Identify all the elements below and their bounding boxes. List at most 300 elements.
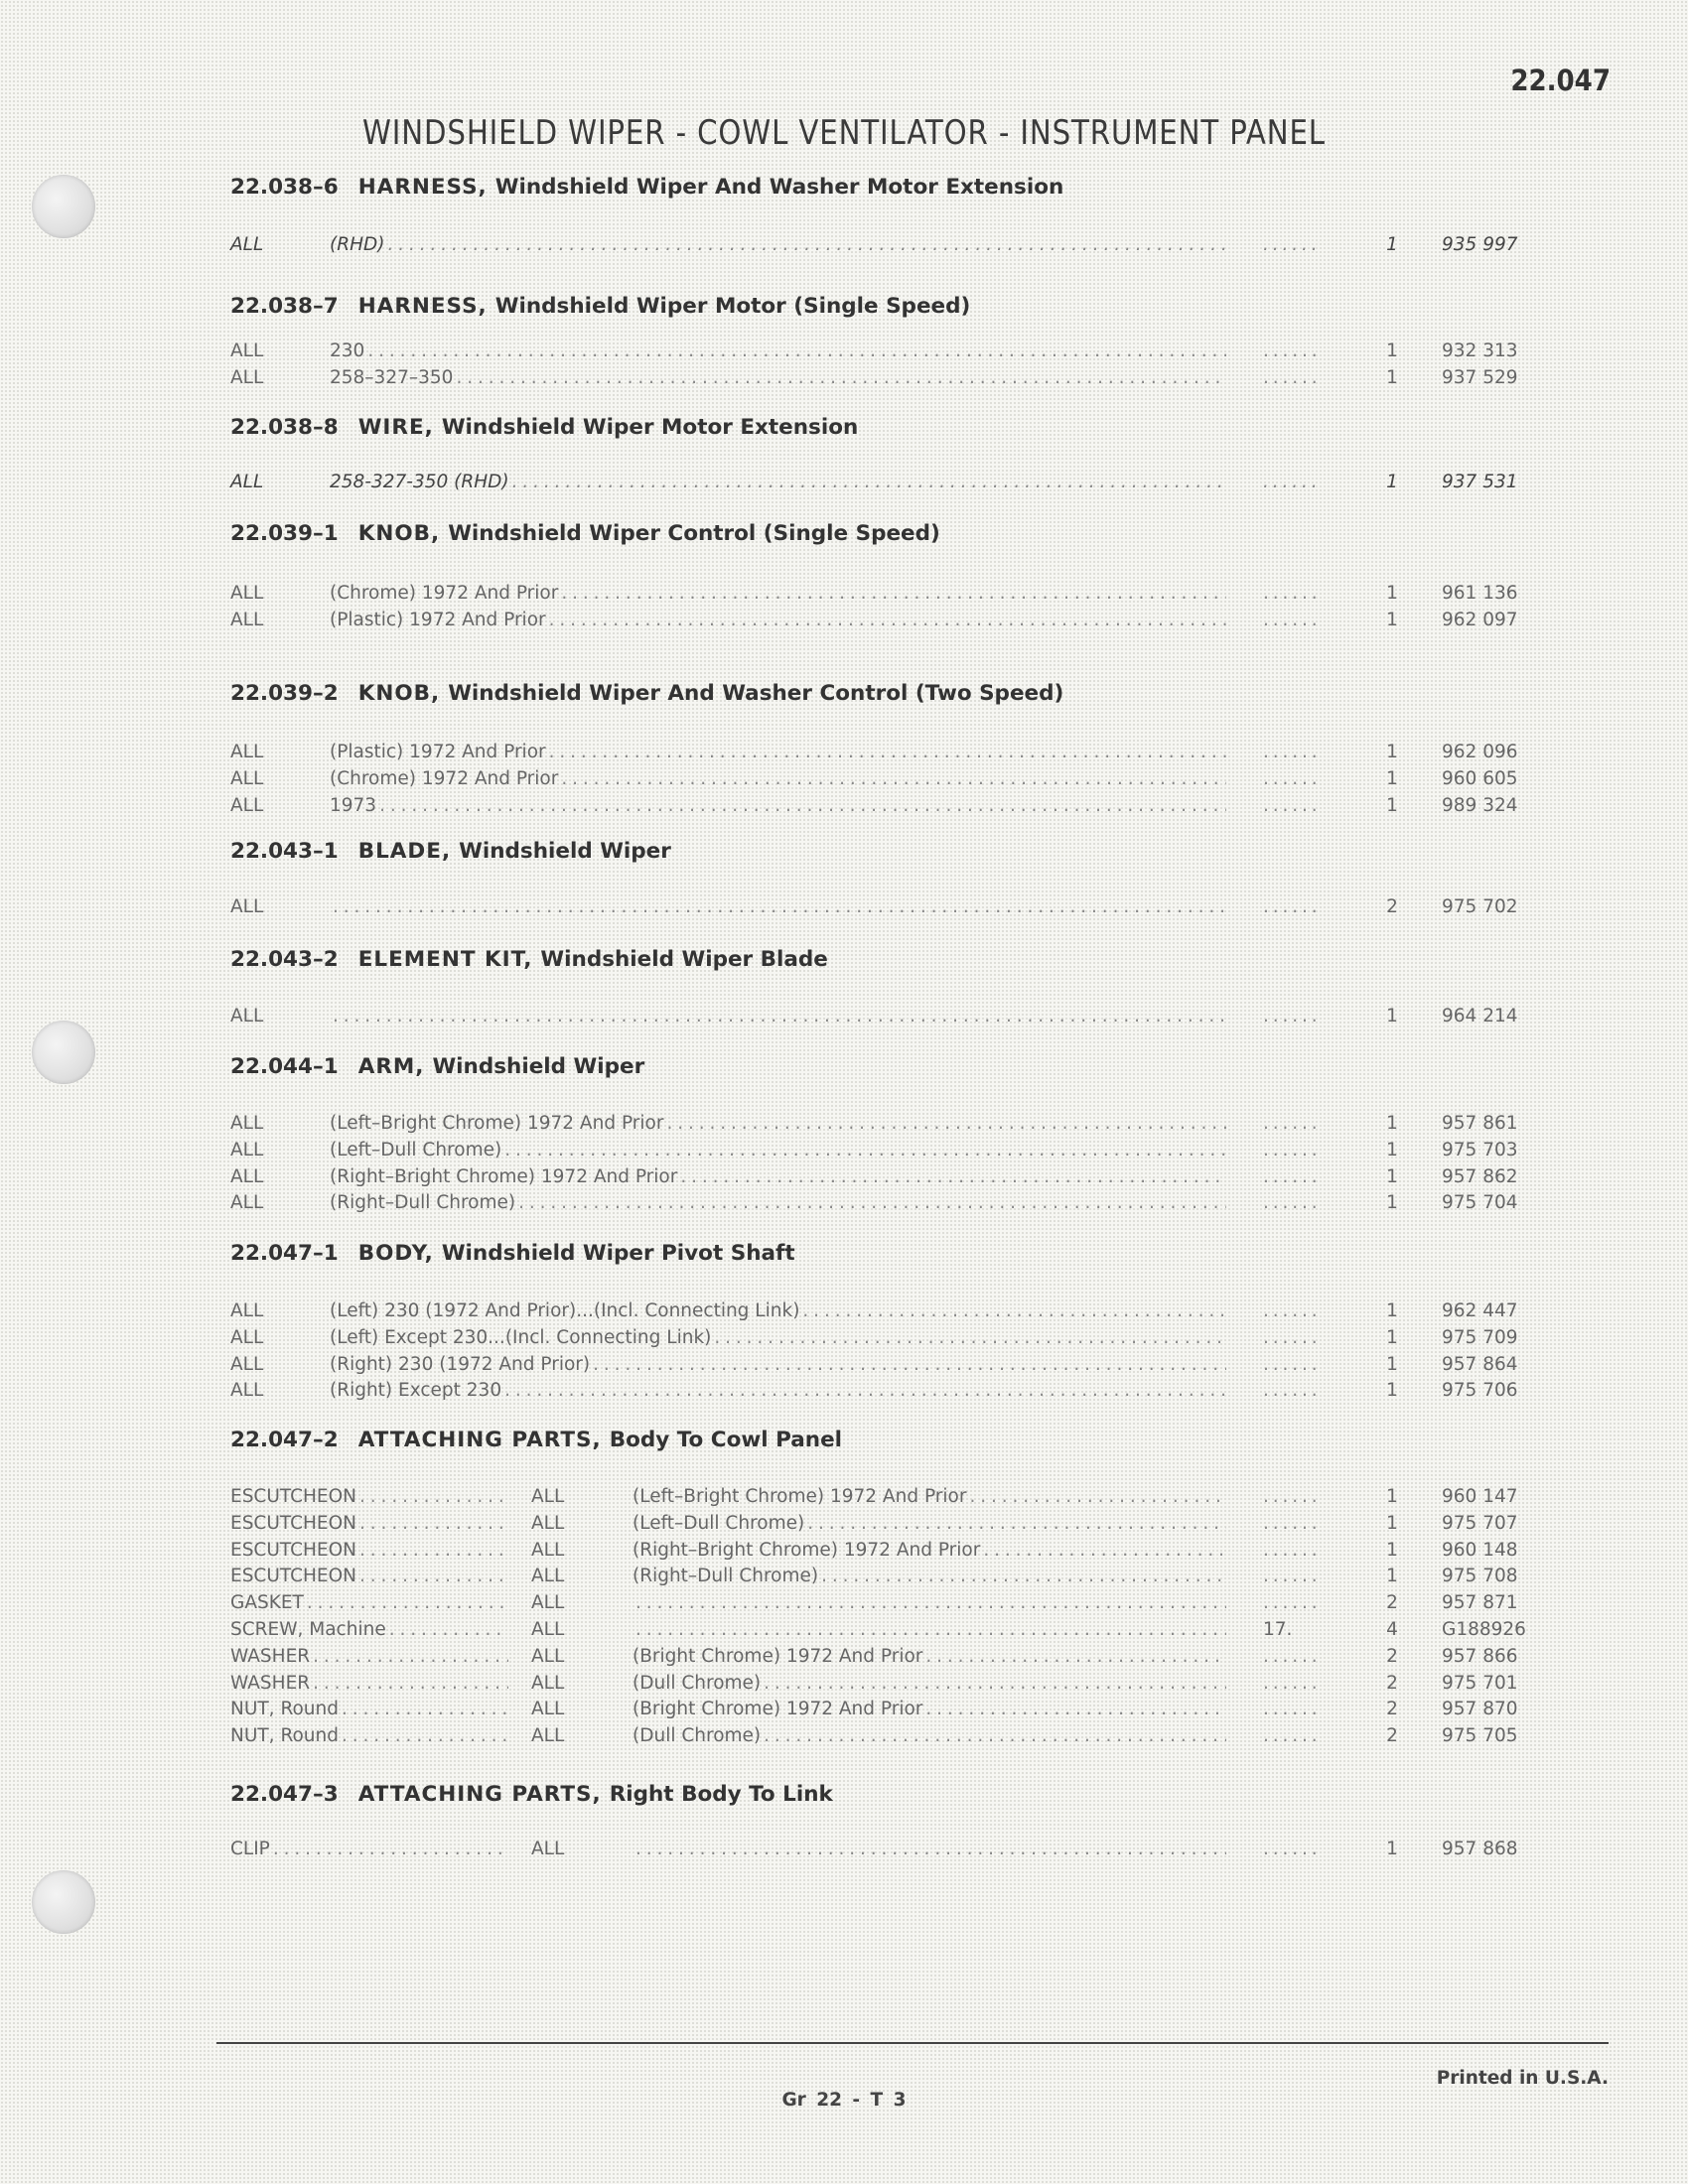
item-column xyxy=(230,1619,508,1640)
part-number: 935 997 xyxy=(1442,234,1518,255)
leader-dots xyxy=(549,742,1226,762)
reference-column: . . . . . . xyxy=(1263,1592,1317,1614)
description: (Bright Chrome) 1972 And Prior xyxy=(633,1699,923,1720)
part-row xyxy=(230,896,1541,922)
page-number: 22.047 xyxy=(1510,64,1611,97)
leader-dots xyxy=(925,1699,1226,1719)
section-number: 22.044–1 xyxy=(230,1054,339,1079)
reference-column: . . . . . . xyxy=(1263,1725,1317,1747)
section-name: Windshield Wiper And Washer Control (Two Speed) xyxy=(448,681,1064,706)
application: ALL xyxy=(230,794,264,816)
reference-column: . . . . . . xyxy=(1263,1165,1317,1187)
part-number: 964 214 xyxy=(1442,1006,1518,1026)
application: ALL xyxy=(230,366,264,388)
description-column xyxy=(330,896,1226,917)
part-number: 975 703 xyxy=(1442,1139,1518,1160)
section-number: 22.047–3 xyxy=(230,1782,339,1807)
reference-column: . . . . . . xyxy=(1263,472,1317,492)
description: 230 xyxy=(330,341,365,361)
reference-column: . . . . . . xyxy=(1263,1839,1317,1859)
part-number: 937 531 xyxy=(1442,472,1518,492)
description: (Right–Dull Chrome) xyxy=(633,1566,819,1587)
part-number: 960 147 xyxy=(1442,1486,1518,1507)
item-name: CLIP xyxy=(230,1839,270,1859)
binder-hole-bottom xyxy=(32,1870,95,1934)
leader-dots xyxy=(925,1646,1226,1667)
leader-dots xyxy=(593,1354,1226,1375)
leader-dots xyxy=(518,1192,1226,1213)
quantity: 2 xyxy=(1386,1592,1398,1614)
application: ALL xyxy=(230,1139,264,1160)
reference-column: . . . . . . xyxy=(1263,366,1317,388)
quantity: 2 xyxy=(1386,1672,1398,1694)
quantity: 1 xyxy=(1386,1486,1398,1507)
part-number: 957 866 xyxy=(1442,1645,1518,1667)
quantity: 4 xyxy=(1386,1619,1398,1640)
footer-divider xyxy=(216,2042,1609,2044)
item-column xyxy=(230,1540,508,1561)
section-heading xyxy=(230,1428,842,1452)
section-number: 22.043–2 xyxy=(230,947,339,972)
part-row xyxy=(230,1113,1541,1139)
description-column xyxy=(633,1540,1226,1561)
part-number: 962 096 xyxy=(1442,742,1518,762)
description: 258–327–350 xyxy=(330,366,454,388)
section-keyword: ARM, xyxy=(357,1054,425,1079)
section-name: Windshield Wiper And Washer Motor Extension xyxy=(494,175,1064,200)
leader-dots xyxy=(359,1486,508,1507)
binder-hole-top xyxy=(32,175,95,238)
part-row xyxy=(230,1006,1541,1031)
leader-dots xyxy=(504,1380,1226,1401)
item-column xyxy=(230,1513,508,1534)
quantity: 2 xyxy=(1386,1645,1398,1667)
part-row xyxy=(230,768,1541,794)
part-row xyxy=(230,610,1541,635)
quantity: 2 xyxy=(1386,1699,1398,1720)
description: 1973 xyxy=(330,794,377,816)
description: (Plastic) 1972 And Prior xyxy=(330,609,546,630)
item-column xyxy=(230,1646,508,1667)
quantity: 1 xyxy=(1386,1300,1398,1321)
description-column xyxy=(330,1006,1226,1026)
leader-dots xyxy=(342,1699,508,1719)
description: (Left–Bright Chrome) 1972 And Prior xyxy=(633,1486,967,1507)
item-name: WASHER xyxy=(230,1672,311,1694)
description: (Left) 230 (1972 And Prior)...(Incl. Connecting Link) xyxy=(330,1300,800,1321)
leader-dots xyxy=(764,1725,1226,1746)
application: ALL xyxy=(230,472,264,492)
section-heading xyxy=(230,681,1063,706)
section-keyword: HARNESS, xyxy=(357,175,488,200)
leader-dots xyxy=(714,1327,1226,1348)
section-number: 22.039–1 xyxy=(230,521,339,546)
reference-column: . . . . . . xyxy=(1263,1512,1317,1534)
item-column xyxy=(230,1486,508,1507)
application: ALL xyxy=(230,1113,264,1134)
leader-dots xyxy=(969,1486,1226,1507)
reference-column: . . . . . . xyxy=(1263,1006,1317,1026)
part-number: 961 136 xyxy=(1442,583,1518,604)
description-column xyxy=(330,768,1226,789)
leader-dots xyxy=(359,1540,508,1561)
application: ALL xyxy=(230,1192,264,1214)
part-row xyxy=(230,795,1541,821)
quantity: 1 xyxy=(1386,1512,1398,1534)
part-number: 962 447 xyxy=(1442,1300,1518,1321)
item-column xyxy=(230,1839,508,1859)
application: ALL xyxy=(230,767,264,789)
quantity: 2 xyxy=(1386,1725,1398,1747)
leader-dots xyxy=(333,896,1226,917)
description-column xyxy=(330,1192,1226,1213)
section-heading xyxy=(230,1782,833,1807)
section-keyword: BLADE, xyxy=(357,839,452,864)
leader-dots xyxy=(821,1566,1226,1586)
part-number: 957 871 xyxy=(1442,1592,1518,1614)
leader-dots xyxy=(313,1646,508,1667)
reference-column: . . . . . . xyxy=(1263,1672,1317,1694)
quantity: 1 xyxy=(1386,767,1398,789)
quantity: 1 xyxy=(1386,1839,1398,1859)
description-column xyxy=(633,1592,1226,1613)
description: (Right–Bright Chrome) 1972 And Prior xyxy=(633,1539,981,1561)
part-row xyxy=(230,1140,1541,1165)
section-keyword: ELEMENT KIT, xyxy=(357,947,533,972)
quantity: 1 xyxy=(1386,794,1398,816)
reference-column: . . . . . . xyxy=(1263,1192,1317,1214)
description-column xyxy=(330,610,1226,630)
section-heading xyxy=(230,839,671,864)
quantity: 1 xyxy=(1386,609,1398,630)
description: (Chrome) 1972 And Prior xyxy=(330,767,559,789)
leader-dots xyxy=(359,1513,508,1534)
part-row xyxy=(230,742,1541,767)
part-row xyxy=(230,472,1541,497)
description-column xyxy=(633,1725,1226,1746)
application: ALL xyxy=(230,742,264,762)
quantity: 1 xyxy=(1386,1326,1398,1348)
page-reference: Gr 22 - T 3 xyxy=(781,2090,907,2111)
section-heading xyxy=(230,294,970,319)
part-row xyxy=(230,367,1541,393)
reference-column: . . . . . . xyxy=(1263,1113,1317,1134)
item-column xyxy=(230,1699,508,1719)
description-column xyxy=(330,1380,1226,1401)
section-number: 22.043–1 xyxy=(230,839,339,864)
part-row xyxy=(230,341,1541,366)
part-number: 957 864 xyxy=(1442,1353,1518,1375)
item-column xyxy=(230,1725,508,1746)
description-column xyxy=(330,1327,1226,1348)
section-name: Windshield Wiper Pivot Shaft xyxy=(441,1241,795,1266)
description: (Left–Dull Chrome) xyxy=(633,1512,805,1534)
quantity: 1 xyxy=(1386,1006,1398,1026)
reference-column: . . . . . . xyxy=(1263,1353,1317,1375)
application: ALL xyxy=(531,1645,565,1667)
leader-dots xyxy=(359,1566,508,1586)
application: ALL xyxy=(531,1486,565,1507)
leader-dots xyxy=(666,1113,1226,1134)
description-column xyxy=(330,795,1226,816)
printed-in-note: Printed in U.S.A. xyxy=(1436,2068,1609,2089)
item-column xyxy=(230,1566,508,1586)
leader-dots xyxy=(802,1300,1226,1321)
description: (Right) Except 230 xyxy=(330,1380,502,1402)
part-row xyxy=(230,1166,1541,1192)
part-row xyxy=(230,1327,1541,1353)
application: ALL xyxy=(531,1699,565,1720)
application: ALL xyxy=(531,1566,565,1587)
quantity: 1 xyxy=(1386,1139,1398,1160)
application: ALL xyxy=(531,1725,565,1747)
part-row xyxy=(230,1566,1541,1591)
description: (Right–Bright Chrome) 1972 And Prior xyxy=(330,1165,678,1187)
quantity: 1 xyxy=(1386,1113,1398,1134)
part-row xyxy=(230,1300,1541,1326)
description-column xyxy=(330,1166,1226,1187)
application: ALL xyxy=(230,1006,264,1026)
quantity: 1 xyxy=(1386,583,1398,604)
section-heading xyxy=(230,175,1063,200)
reference-column: . . . . . . xyxy=(1263,609,1317,630)
section-keyword: KNOB, xyxy=(357,521,441,546)
description-column xyxy=(330,234,1226,255)
description-column xyxy=(330,1300,1226,1321)
leader-dots xyxy=(387,234,1226,255)
part-row xyxy=(230,1380,1541,1406)
application: ALL xyxy=(531,1512,565,1534)
application: ALL xyxy=(230,896,264,917)
leader-dots xyxy=(635,1592,1226,1613)
part-row xyxy=(230,1699,1541,1724)
section-number: 22.038–8 xyxy=(230,415,339,440)
item-name: ESCUTCHEON xyxy=(230,1486,357,1507)
quantity: 1 xyxy=(1386,366,1398,388)
description: (Right) 230 (1972 And Prior) xyxy=(330,1353,591,1375)
leader-dots xyxy=(379,795,1226,816)
section-heading xyxy=(230,415,858,440)
description-column xyxy=(633,1486,1226,1507)
quantity: 2 xyxy=(1386,896,1398,917)
item-name: GASKET xyxy=(230,1592,304,1614)
section-number: 22.038–6 xyxy=(230,175,339,200)
description-column xyxy=(633,1619,1226,1640)
part-number: 975 707 xyxy=(1442,1512,1518,1534)
leader-dots xyxy=(807,1513,1226,1534)
leader-dots xyxy=(561,583,1226,604)
description-column xyxy=(633,1566,1226,1586)
description: (Left–Dull Chrome) xyxy=(330,1139,502,1160)
section-name: Windshield Wiper Control (Single Speed) xyxy=(448,521,940,546)
description: (RHD) xyxy=(330,234,385,255)
section-number: 22.047–2 xyxy=(230,1428,339,1452)
description-column xyxy=(633,1839,1226,1859)
leader-dots xyxy=(313,1673,508,1694)
part-row xyxy=(230,1354,1541,1380)
part-number: 975 709 xyxy=(1442,1326,1518,1348)
section-name: Windshield Wiper Motor Extension xyxy=(441,415,859,440)
part-number: 975 705 xyxy=(1442,1725,1518,1747)
part-number: 975 704 xyxy=(1442,1192,1518,1214)
reference-column: . . . . . . xyxy=(1263,341,1317,361)
reference-column: . . . . . . xyxy=(1263,1300,1317,1321)
part-number: 989 324 xyxy=(1442,794,1518,816)
reference-column: . . . . . . xyxy=(1263,583,1317,604)
section-heading xyxy=(230,1241,795,1266)
description: (Bright Chrome) 1972 And Prior xyxy=(633,1645,923,1667)
item-name: NUT, Round xyxy=(230,1699,339,1720)
description: (Chrome) 1972 And Prior xyxy=(330,583,559,604)
part-row xyxy=(230,1725,1541,1751)
leader-dots xyxy=(983,1540,1226,1561)
description: 258-327-350 (RHD) xyxy=(330,472,509,492)
section-keyword: KNOB, xyxy=(357,681,441,706)
part-number: 960 148 xyxy=(1442,1539,1518,1561)
part-number: 975 702 xyxy=(1442,896,1518,917)
reference-column: . . . . . . xyxy=(1263,794,1317,816)
reference-column: . . . . . . xyxy=(1263,1139,1317,1160)
reference-column: 17. xyxy=(1263,1619,1293,1640)
leader-dots xyxy=(764,1673,1226,1694)
item-column xyxy=(230,1673,508,1694)
item-name: WASHER xyxy=(230,1645,311,1667)
application: ALL xyxy=(230,341,264,361)
description-column xyxy=(330,472,1226,492)
description-column xyxy=(330,583,1226,604)
part-number: 975 706 xyxy=(1442,1380,1518,1402)
description-column xyxy=(633,1646,1226,1667)
section-name: Windshield Wiper Blade xyxy=(540,947,828,972)
item-column xyxy=(230,1592,508,1613)
item-name: ESCUTCHEON xyxy=(230,1512,357,1534)
quantity: 1 xyxy=(1386,341,1398,361)
section-name: Right Body To Link xyxy=(609,1782,833,1807)
leader-dots xyxy=(333,1006,1226,1026)
leader-dots xyxy=(549,610,1226,630)
leader-dots xyxy=(456,367,1226,388)
leader-dots xyxy=(635,1839,1226,1859)
section-heading xyxy=(230,947,828,972)
item-name: ESCUTCHEON xyxy=(230,1566,357,1587)
reference-column: . . . . . . xyxy=(1263,742,1317,762)
section-keyword: WIRE, xyxy=(357,415,434,440)
part-number: 957 870 xyxy=(1442,1699,1518,1720)
section-number: 22.038–7 xyxy=(230,294,339,319)
description-column xyxy=(330,742,1226,762)
description-column xyxy=(633,1673,1226,1694)
section-keyword: HARNESS, xyxy=(357,294,488,319)
part-row xyxy=(230,1673,1541,1699)
description: (Plastic) 1972 And Prior xyxy=(330,742,546,762)
part-number: 960 605 xyxy=(1442,767,1518,789)
quantity: 1 xyxy=(1386,742,1398,762)
description: (Right–Dull Chrome) xyxy=(330,1192,516,1214)
leader-dots xyxy=(512,472,1226,492)
part-number: G188926 xyxy=(1442,1619,1526,1640)
section-heading xyxy=(230,521,940,546)
part-row xyxy=(230,234,1541,260)
leader-dots xyxy=(367,341,1226,361)
part-number: 975 708 xyxy=(1442,1566,1518,1587)
description-column xyxy=(330,1354,1226,1375)
section-heading xyxy=(230,1054,644,1079)
quantity: 1 xyxy=(1386,1380,1398,1402)
application: ALL xyxy=(531,1539,565,1561)
leader-dots xyxy=(342,1725,508,1746)
part-number: 957 861 xyxy=(1442,1113,1518,1134)
part-number: 975 701 xyxy=(1442,1672,1518,1694)
application: ALL xyxy=(230,1380,264,1402)
application: ALL xyxy=(230,1165,264,1187)
leader-dots xyxy=(389,1619,508,1640)
description: (Dull Chrome) xyxy=(633,1672,762,1694)
part-number: 957 862 xyxy=(1442,1165,1518,1187)
application: ALL xyxy=(230,609,264,630)
section-number: 22.039–2 xyxy=(230,681,339,706)
quantity: 1 xyxy=(1386,1566,1398,1587)
part-row xyxy=(230,583,1541,609)
leader-dots xyxy=(504,1140,1226,1160)
part-row xyxy=(230,1592,1541,1618)
description-column xyxy=(633,1699,1226,1719)
item-name: NUT, Round xyxy=(230,1725,339,1747)
page-title: WINDSHIELD WIPER - COWL VENTILATOR - INSTRUMENT PANEL xyxy=(362,113,1326,153)
section-name: Windshield Wiper xyxy=(432,1054,645,1079)
reference-column: . . . . . . xyxy=(1263,1699,1317,1720)
reference-column: . . . . . . xyxy=(1263,1566,1317,1587)
description: (Left) Except 230...(Incl. Connecting Link) xyxy=(330,1326,712,1348)
part-row xyxy=(230,1486,1541,1512)
quantity: 1 xyxy=(1386,1192,1398,1214)
reference-column: . . . . . . xyxy=(1263,1539,1317,1561)
part-row xyxy=(230,1513,1541,1539)
application: ALL xyxy=(531,1672,565,1694)
description-column xyxy=(330,341,1226,361)
section-name: Windshield Wiper Motor (Single Speed) xyxy=(494,294,971,319)
reference-column: . . . . . . xyxy=(1263,896,1317,917)
application: ALL xyxy=(230,1353,264,1375)
quantity: 1 xyxy=(1386,472,1398,492)
application: ALL xyxy=(531,1839,565,1859)
part-number: 957 868 xyxy=(1442,1839,1518,1859)
part-row xyxy=(230,1839,1541,1864)
application: ALL xyxy=(230,1326,264,1348)
application: ALL xyxy=(230,234,264,255)
description-column xyxy=(330,1113,1226,1134)
description-column xyxy=(330,1140,1226,1160)
quantity: 1 xyxy=(1386,1539,1398,1561)
application: ALL xyxy=(531,1592,565,1614)
reference-column: . . . . . . xyxy=(1263,1645,1317,1667)
reference-column: . . . . . . xyxy=(1263,234,1317,255)
application: ALL xyxy=(230,583,264,604)
reference-column: . . . . . . xyxy=(1263,1486,1317,1507)
leader-dots xyxy=(561,768,1226,789)
leader-dots xyxy=(307,1592,508,1613)
section-keyword: BODY, xyxy=(357,1241,434,1266)
part-number: 937 529 xyxy=(1442,366,1518,388)
section-name: Windshield Wiper xyxy=(459,839,671,864)
section-number: 22.047–1 xyxy=(230,1241,339,1266)
quantity: 1 xyxy=(1386,234,1398,255)
reference-column: . . . . . . xyxy=(1263,1380,1317,1402)
part-row xyxy=(230,1619,1541,1645)
reference-column: . . . . . . xyxy=(1263,1326,1317,1348)
section-keyword: ATTACHING PARTS, xyxy=(357,1428,602,1452)
description-column xyxy=(330,367,1226,388)
description-column xyxy=(633,1513,1226,1534)
